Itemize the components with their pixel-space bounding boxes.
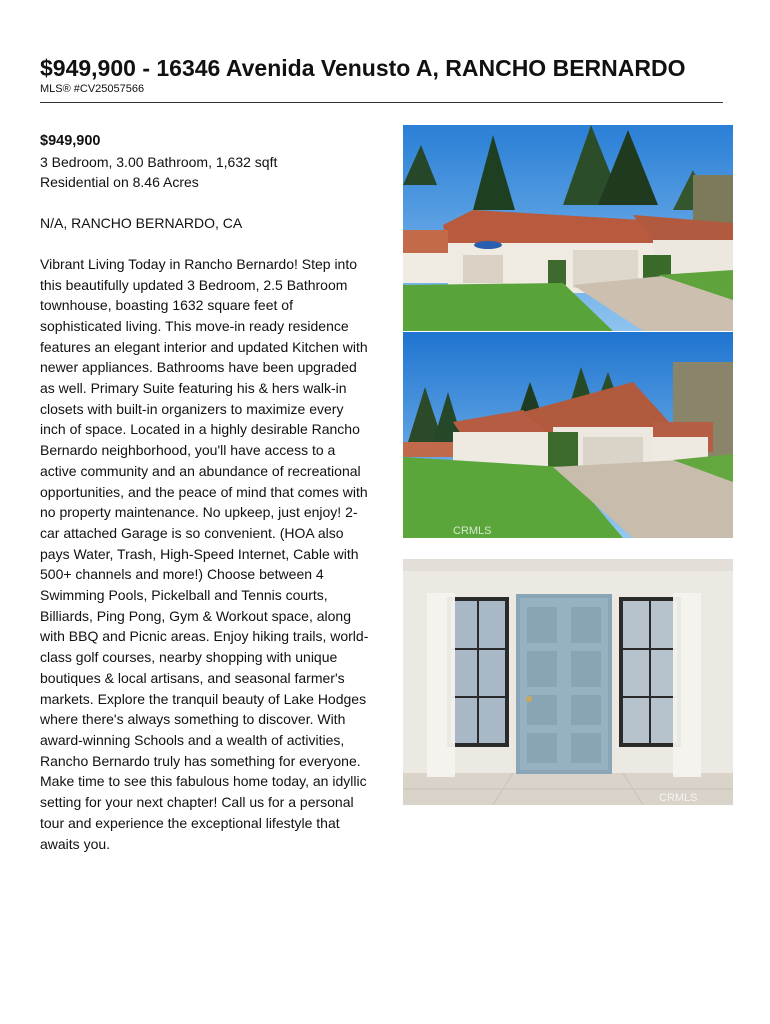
listing-details xyxy=(40,131,370,854)
svg-text:CRMLS: CRMLS xyxy=(659,792,698,804)
listing-price: $949,900 xyxy=(40,133,101,149)
svg-text:CRMLS: CRMLS xyxy=(453,525,492,537)
listing-location: N/A, RANCHO BERNARDO, CA xyxy=(40,215,243,232)
page-title: $949,900 - 16346 Avenida Venusto A, RANCHO BERNARDO xyxy=(40,55,686,81)
listing-type: Residential on 8.46 Acres xyxy=(40,174,199,191)
listing-description: Vibrant Living Today in Rancho Bernardo! Step into this beautifully updated 3 Bedroom, 2.5 Bathroom townhouse, boasting 1632 square feet of sophisticated living. This move-in ready residence features an elegant interior and updated Kitchen with newer appliances. Bathrooms have been upgraded as well. Primary Suite featuring his & hers walk-in closets with built-in organizers to maximize every inch of space. Located in a highly desirable Rancho Bernardo neighborhood, you'll have access to a active community and an abundance of recreational opportunities, and the peace of mind that comes with no property maintenance. No upkeep, just enjoy! 2-car attached Garage is so convenient. (HOA also pays Water, Trash, High-Speed Internet, Cable with 500+ channels and more!) Choose between 4 Swimming Pools, Pickelball and Tennis courts, Billiards, Ping Pong, Gym & Workout space, along with BBQ and Picnic areas. Enjoy hiking trails, world-class golf courses, nearby shopping with unique boutiques & local artisans, and seasonal farmer's markets. Explore the tranquil beauty of Lake Hodges where there's always something to discover. With award-winning Schools and a wealth of activities, Rancho Bernardo truly has something for everyone. Make time to see this fabulous home today, an idyllic setting for your next chapter! Call us for a personal tour and experience the exceptional lifestyle that awaits you. xyxy=(40,255,369,852)
header-divider xyxy=(40,102,723,103)
mls-number: MLS® #CV25057566 xyxy=(40,83,145,95)
photo-interior-entry[interactable] xyxy=(403,559,733,805)
photo-exterior-side[interactable] xyxy=(403,332,733,538)
photo-exterior-front[interactable] xyxy=(403,125,733,331)
listing-specs: 3 Bedroom, 3.00 Bathroom, 1,632 sqft xyxy=(40,153,278,170)
